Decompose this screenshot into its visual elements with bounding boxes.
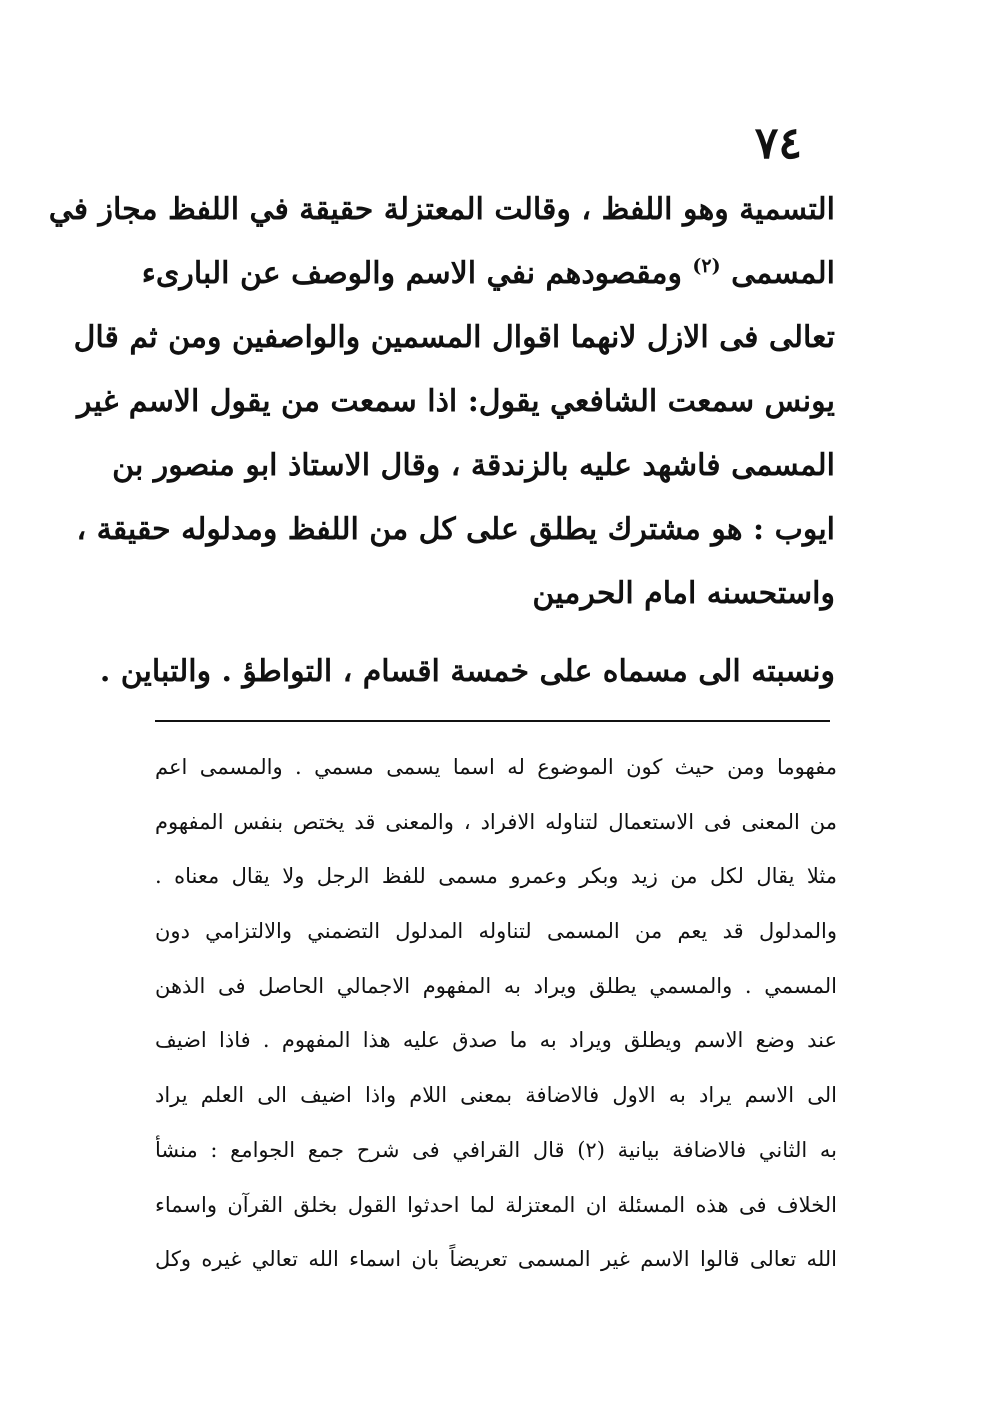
main-text-line-start: المسمى bbox=[731, 256, 835, 291]
footnote-marker: (٢) bbox=[692, 255, 721, 277]
main-text-line-end: ومقصودهم نفي الاسم والوصف عن البارىء bbox=[141, 256, 682, 291]
main-text-line: المسمى فاشهد عليه بالزندقة ، وقال الاستاذ ابو منصور بن bbox=[112, 448, 835, 483]
footnote-line: المسمي . والمسمي يطلق ويراد به المفهوم الاجمالي الحاصل فى الذهن bbox=[155, 973, 837, 998]
footnote-line: الله تعالى قالوا الاسم غير المسمى تعريضاً بان اسماء الله تعالي غيره وكل bbox=[155, 1247, 837, 1272]
main-text-line: تعالى فى الازل لانهما اقوال المسمين والواصفين ومن ثم قال bbox=[73, 320, 835, 355]
footnote-line: الى الاسم يراد به الاول فالاضافة بمعنى اللام واذا اضيف الى العلم يراد bbox=[155, 1083, 837, 1108]
page-number: ٧٤ bbox=[754, 118, 802, 169]
footnote-line: عند وضع الاسم ويطلق ويراد به ما صدق عليه هذا المفهوم . فاذا اضيف bbox=[155, 1028, 837, 1053]
footnote-divider bbox=[155, 720, 830, 722]
footnote-line: الخلاف فى هذه المسئلة ان المعتزلة لما احدثوا القول بخلق القرآن واسماء bbox=[155, 1192, 837, 1217]
footnote-line: من المعنى فى الاستعمال لتناوله الافراد ، والمعنى قد يختص بنفس المفهوم bbox=[155, 809, 837, 834]
main-text-line: يونس سمعت الشافعي يقول: اذا سمعت من يقول الاسم غير bbox=[77, 384, 835, 419]
footnote-line: مثلا يقال لكل من زيد وبكر وعمرو مسمى للفظ الرجل ولا يقال معناه . bbox=[155, 864, 837, 889]
footnote-line: مفهوما ومن حيث كون الموضوع له اسما يسمى مسمي . والمسمى اعم bbox=[155, 755, 837, 779]
footnote-line: والمدلول قد يعم من المسمى لتناوله المدلول التضمني والالتزامي دون bbox=[155, 919, 837, 944]
main-text-line-with-marker bbox=[141, 242, 835, 306]
main-text-line: التسمية وهو اللفظ ، وقالت المعتزلة حقيقة في اللفظ مجاز في bbox=[48, 192, 835, 227]
main-text bbox=[48, 178, 835, 704]
main-text-line: واستحسنه امام الحرمين bbox=[532, 576, 835, 611]
footnote-line: به الثاني فالاضافة بيانية (٢) قال القرافي فى شرح جمع الجوامع : منشأ bbox=[155, 1137, 837, 1162]
footnotes bbox=[155, 740, 837, 1287]
main-text-line: ونسبته الى مسماه على خمسة اقسام ، التواطؤ . والتباين . bbox=[99, 654, 835, 689]
main-text-line: ايوب : هو مشترك يطلق على كل من اللفظ ومدلوله حقيقة ، bbox=[76, 512, 835, 547]
